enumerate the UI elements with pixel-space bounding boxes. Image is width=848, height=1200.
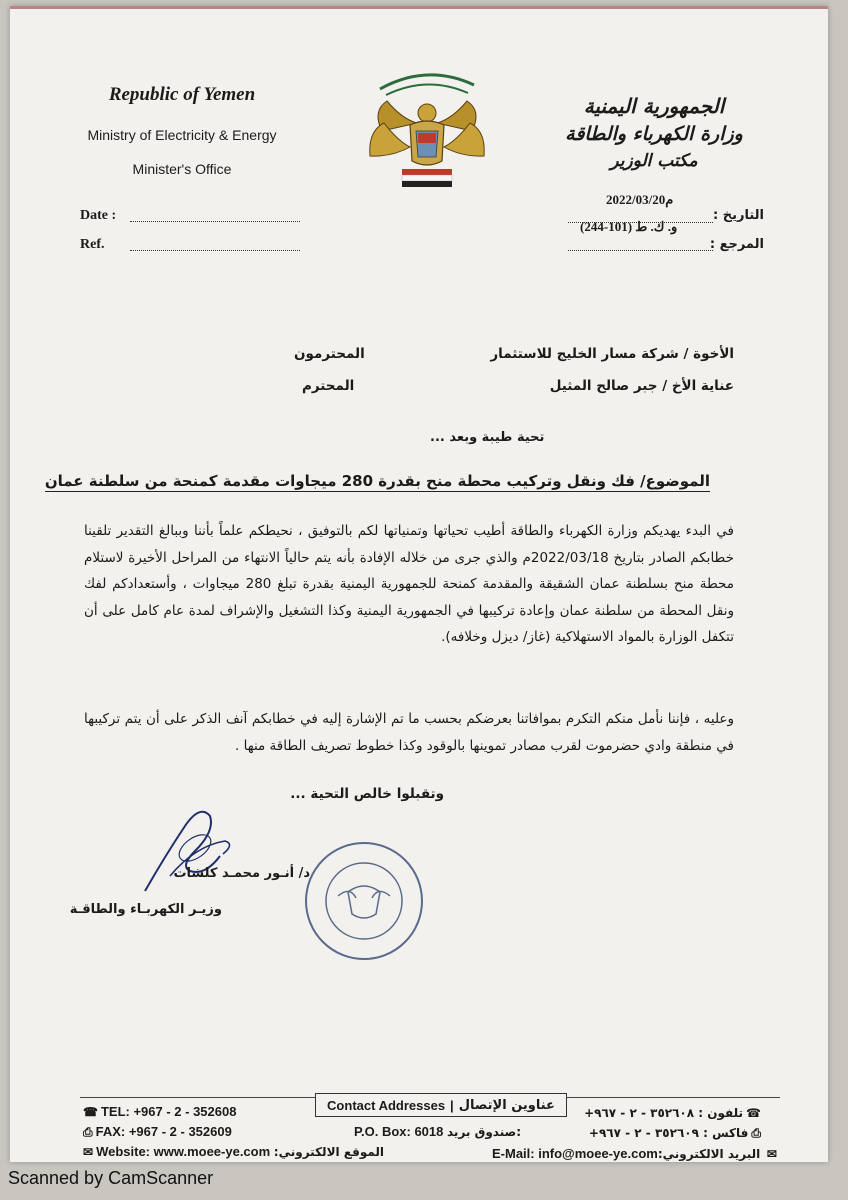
phone-icon: ☎ bbox=[83, 1105, 98, 1119]
footer-tel bbox=[80, 1104, 236, 1119]
addressee-honor-2: المحترم bbox=[302, 378, 355, 394]
fax-ar-icon: ⎙ bbox=[751, 1126, 761, 1140]
body-paragraph-2: وعليه ، فإننا نأمل منكم التكرم بموافاتنا بعرضكم بحسب ما تم الإشارة إليه في خطابكم آنف الذكر على أن يتم تركيبها في منطقة وادي حضرموت لقرب مصادر تموينها بالوقود وكذا خطوط تصريف الطاقة منها . bbox=[84, 711, 734, 754]
ref-line-en bbox=[130, 250, 300, 251]
ref-label-ar: المرجع : bbox=[709, 237, 764, 252]
email-label-ar: :البريد الالكتروني bbox=[657, 1147, 761, 1161]
website-label-ar: :الموقع الالكتروني bbox=[273, 1145, 385, 1159]
footer-fax bbox=[80, 1124, 232, 1140]
letterhead-ar-title: الجمهورية اليمنية bbox=[583, 94, 725, 118]
letterhead-en-office: Minister's Office bbox=[132, 161, 232, 177]
top-border bbox=[10, 6, 828, 9]
ref-value: و. ك. ط (101-244) bbox=[580, 219, 678, 234]
addressee-honor-1: المحترمون bbox=[294, 346, 365, 362]
website-text[interactable]: Website: www.moee-ye.com bbox=[96, 1144, 271, 1159]
signatory-name: د/ أنـور محمـد كلشات bbox=[173, 866, 310, 881]
fax-text: FAX: +967 - 2 - 352609 bbox=[95, 1124, 232, 1139]
email-text[interactable]: E-Mail: info@moee-ye.com bbox=[492, 1146, 658, 1161]
footer-tel-ar bbox=[584, 1106, 764, 1120]
letterhead-ar-ministry: وزارة الكهرباء والطاقة bbox=[565, 123, 743, 145]
letter-page bbox=[10, 6, 828, 1162]
camscanner-watermark: Scanned by CamScanner bbox=[8, 1168, 214, 1188]
date-line-en bbox=[130, 221, 300, 222]
contact-label-en: Contact Addresses bbox=[327, 1097, 446, 1113]
mail-ar-icon: ✉ bbox=[766, 1147, 777, 1161]
signature-icon bbox=[125, 796, 245, 906]
ref-line-ar bbox=[568, 250, 713, 251]
phone-ar-icon: ☎ bbox=[746, 1106, 761, 1120]
addressee-line-2: عناية الأخ / جبر صالح المثيل bbox=[549, 378, 734, 394]
addressee-line-1: الأخوة / شركة مسار الخليج للاستثمار bbox=[490, 346, 734, 362]
date-label-en: Date : bbox=[80, 208, 117, 223]
body-paragraph-1: في البدء يهديكم وزارة الكهرباء والطاقة أطيب تحياتها وتمنياتها لكم بالتوفيق ، نحيطكم علماً بأننا وببالغ التقدير تلقينا خطابكم الصادر بتاريخ 2022/03/18م والذي جرى من خلاله الإفادة بأنه يتم حالياً الانتهاء من المراحل الأخيرة لاستلام محطة منح بسلطنة عمان الشقيقة والمقدمة كمنحة للجمهورية اليمنية بقدرة تبلغ 280 ميجاوات ، وأستعدادكم لفك ونقل المحطة من سلطنة عمان وإعادة تركيبها في الجمهورية اليمنية وكذا التشغيل والإشراف لمدة عام كامل على أن تتكفل الوزارة بالمواد الاستهلاكية (غاز/ ديزل وخلافه). bbox=[84, 523, 734, 645]
signatory-title: وزيـر الكهربـاء والطاقـة bbox=[69, 902, 222, 917]
footer-website bbox=[80, 1144, 384, 1159]
tel-text: TEL: +967 - 2 - 352608 bbox=[100, 1104, 237, 1119]
mail-icon: ✉ bbox=[83, 1145, 94, 1159]
fax-ar-text: فاكس : ٣٥٢٦٠٩ - ٢ - ٩٦٧+ bbox=[588, 1126, 749, 1140]
tel-ar-text: تلفون : ٣٥٢٦٠٨ - ٢ - ٩٦٧+ bbox=[584, 1106, 744, 1120]
contact-label-ar: عناوين الإتصال bbox=[458, 1097, 555, 1113]
letterhead-en-title: Republic of Yemen bbox=[108, 84, 256, 105]
letterhead-en-ministry: Ministry of Electricity & Energy bbox=[87, 127, 277, 143]
contact-addresses-box: Contact Addresses | عناوين الإتصال bbox=[315, 1093, 567, 1117]
date-label-ar: التاريخ : bbox=[713, 208, 764, 223]
pobox-label-ar: صندوق بريد: bbox=[447, 1125, 522, 1139]
ref-label-en: Ref. bbox=[80, 237, 105, 252]
subject-line: الموضوع/ فك ونقل وتركيب محطة منح بقدرة 280 ميجاوات مقدمة كمنحة من سلطنة عمان bbox=[44, 472, 710, 490]
footer-pobox bbox=[354, 1124, 521, 1139]
official-stamp-icon bbox=[300, 836, 428, 966]
greeting: تحية طيبة وبعد ... bbox=[430, 430, 545, 445]
fax-icon: ⎙ bbox=[83, 1125, 93, 1139]
footer-fax-ar bbox=[589, 1126, 764, 1141]
pobox-text: P.O. Box: 6018 bbox=[354, 1124, 444, 1139]
letterhead-ar-office: مكتب الوزير bbox=[610, 151, 698, 171]
footer-email bbox=[492, 1146, 780, 1161]
yemen-emblem-icon bbox=[362, 61, 492, 196]
date-value: 2022/03/20م bbox=[606, 192, 674, 207]
closing: وتقبلوا خالص التحية ... bbox=[290, 786, 444, 802]
